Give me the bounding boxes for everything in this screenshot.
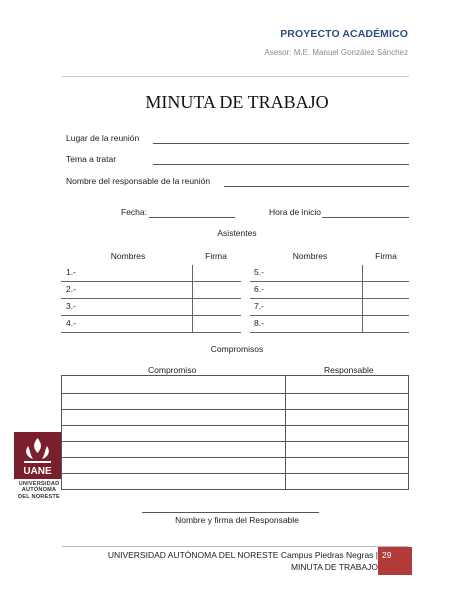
logo-text-line-2: AUTÓNOMA bbox=[21, 487, 57, 494]
attendee-6-num: 6.- bbox=[254, 284, 264, 294]
hora-line[interactable] bbox=[322, 217, 409, 218]
signature-line[interactable] bbox=[142, 512, 319, 513]
compromisos-row[interactable] bbox=[62, 393, 408, 394]
tema-label: Tema a tratar bbox=[66, 154, 117, 164]
flame-emblem-icon bbox=[14, 432, 61, 479]
attendee-5-num: 5.- bbox=[254, 267, 264, 277]
lugar-line[interactable] bbox=[153, 143, 409, 144]
compromisos-row[interactable] bbox=[62, 473, 408, 474]
compromisos-table bbox=[61, 375, 409, 490]
logo-text-line-1: UNIVERSIDAD bbox=[18, 481, 60, 487]
logo-text-line-3: DEL NORESTE bbox=[18, 493, 60, 500]
compromisos-row[interactable] bbox=[62, 441, 408, 442]
compromisos-row[interactable] bbox=[62, 425, 408, 426]
page-number: 29 bbox=[378, 547, 412, 575]
col-firma-left: Firma bbox=[205, 251, 227, 261]
header-divider bbox=[62, 76, 409, 77]
footer-divider bbox=[62, 546, 408, 547]
fecha-line[interactable] bbox=[149, 217, 235, 218]
col-responsable: Responsable bbox=[324, 365, 374, 375]
attendee-1-num: 1.- bbox=[66, 267, 76, 277]
logo-mark bbox=[14, 432, 61, 479]
asistentes-heading: Asistentes bbox=[217, 228, 257, 238]
lugar-label: Lugar de la reunión bbox=[66, 133, 140, 143]
footer-text: UNIVERSIDAD AUTÓNOMA DEL NORESTE Campus Piedras Negras | MINUTA DE TRABAJO bbox=[107, 550, 378, 572]
hora-label: Hora de inicio bbox=[269, 207, 321, 217]
compromisos-heading: Compromisos bbox=[210, 344, 264, 354]
logo-text bbox=[14, 481, 64, 500]
university-logo bbox=[14, 432, 64, 500]
compromisos-row[interactable] bbox=[62, 457, 408, 458]
firma-divider-right bbox=[362, 265, 363, 333]
attendee-7-line[interactable] bbox=[250, 315, 409, 316]
firma-divider-left bbox=[192, 265, 193, 333]
signature-label: Nombre y firma del Responsable bbox=[175, 515, 299, 525]
attendee-1-line[interactable] bbox=[61, 281, 241, 282]
attendee-6-line[interactable] bbox=[250, 298, 409, 299]
tema-line[interactable] bbox=[153, 164, 409, 165]
advisor-line: Asesor: M.E. Manuel González Sánchez bbox=[264, 48, 408, 57]
attendee-2-line[interactable] bbox=[61, 298, 241, 299]
attendee-2-num: 2.- bbox=[66, 284, 76, 294]
attendee-3-line[interactable] bbox=[61, 315, 241, 316]
col-firma-right: Firma bbox=[375, 251, 397, 261]
col-nombres-right: Nombres bbox=[292, 251, 328, 261]
project-title: PROYECTO ACADÉMICO bbox=[280, 28, 408, 40]
fecha-label: Fecha: bbox=[121, 207, 147, 217]
attendee-5-line[interactable] bbox=[250, 281, 409, 282]
attendee-8-line[interactable] bbox=[250, 332, 409, 333]
attendee-8-num: 8.- bbox=[254, 318, 264, 328]
compromisos-row[interactable] bbox=[62, 409, 408, 410]
attendee-7-num: 7.- bbox=[254, 301, 264, 311]
logo-mark-text: UANE bbox=[23, 466, 52, 477]
responsable-label: Nombre del responsable de la reunión bbox=[66, 176, 211, 186]
attendee-4-line[interactable] bbox=[61, 332, 241, 333]
col-nombres-left: Nombres bbox=[110, 251, 146, 261]
col-compromiso: Compromiso bbox=[148, 365, 197, 375]
document-title: MINUTA DE TRABAJO bbox=[145, 92, 329, 112]
attendee-4-num: 4.- bbox=[66, 318, 76, 328]
attendee-3-num: 3.- bbox=[66, 301, 76, 311]
responsable-line[interactable] bbox=[224, 186, 409, 187]
